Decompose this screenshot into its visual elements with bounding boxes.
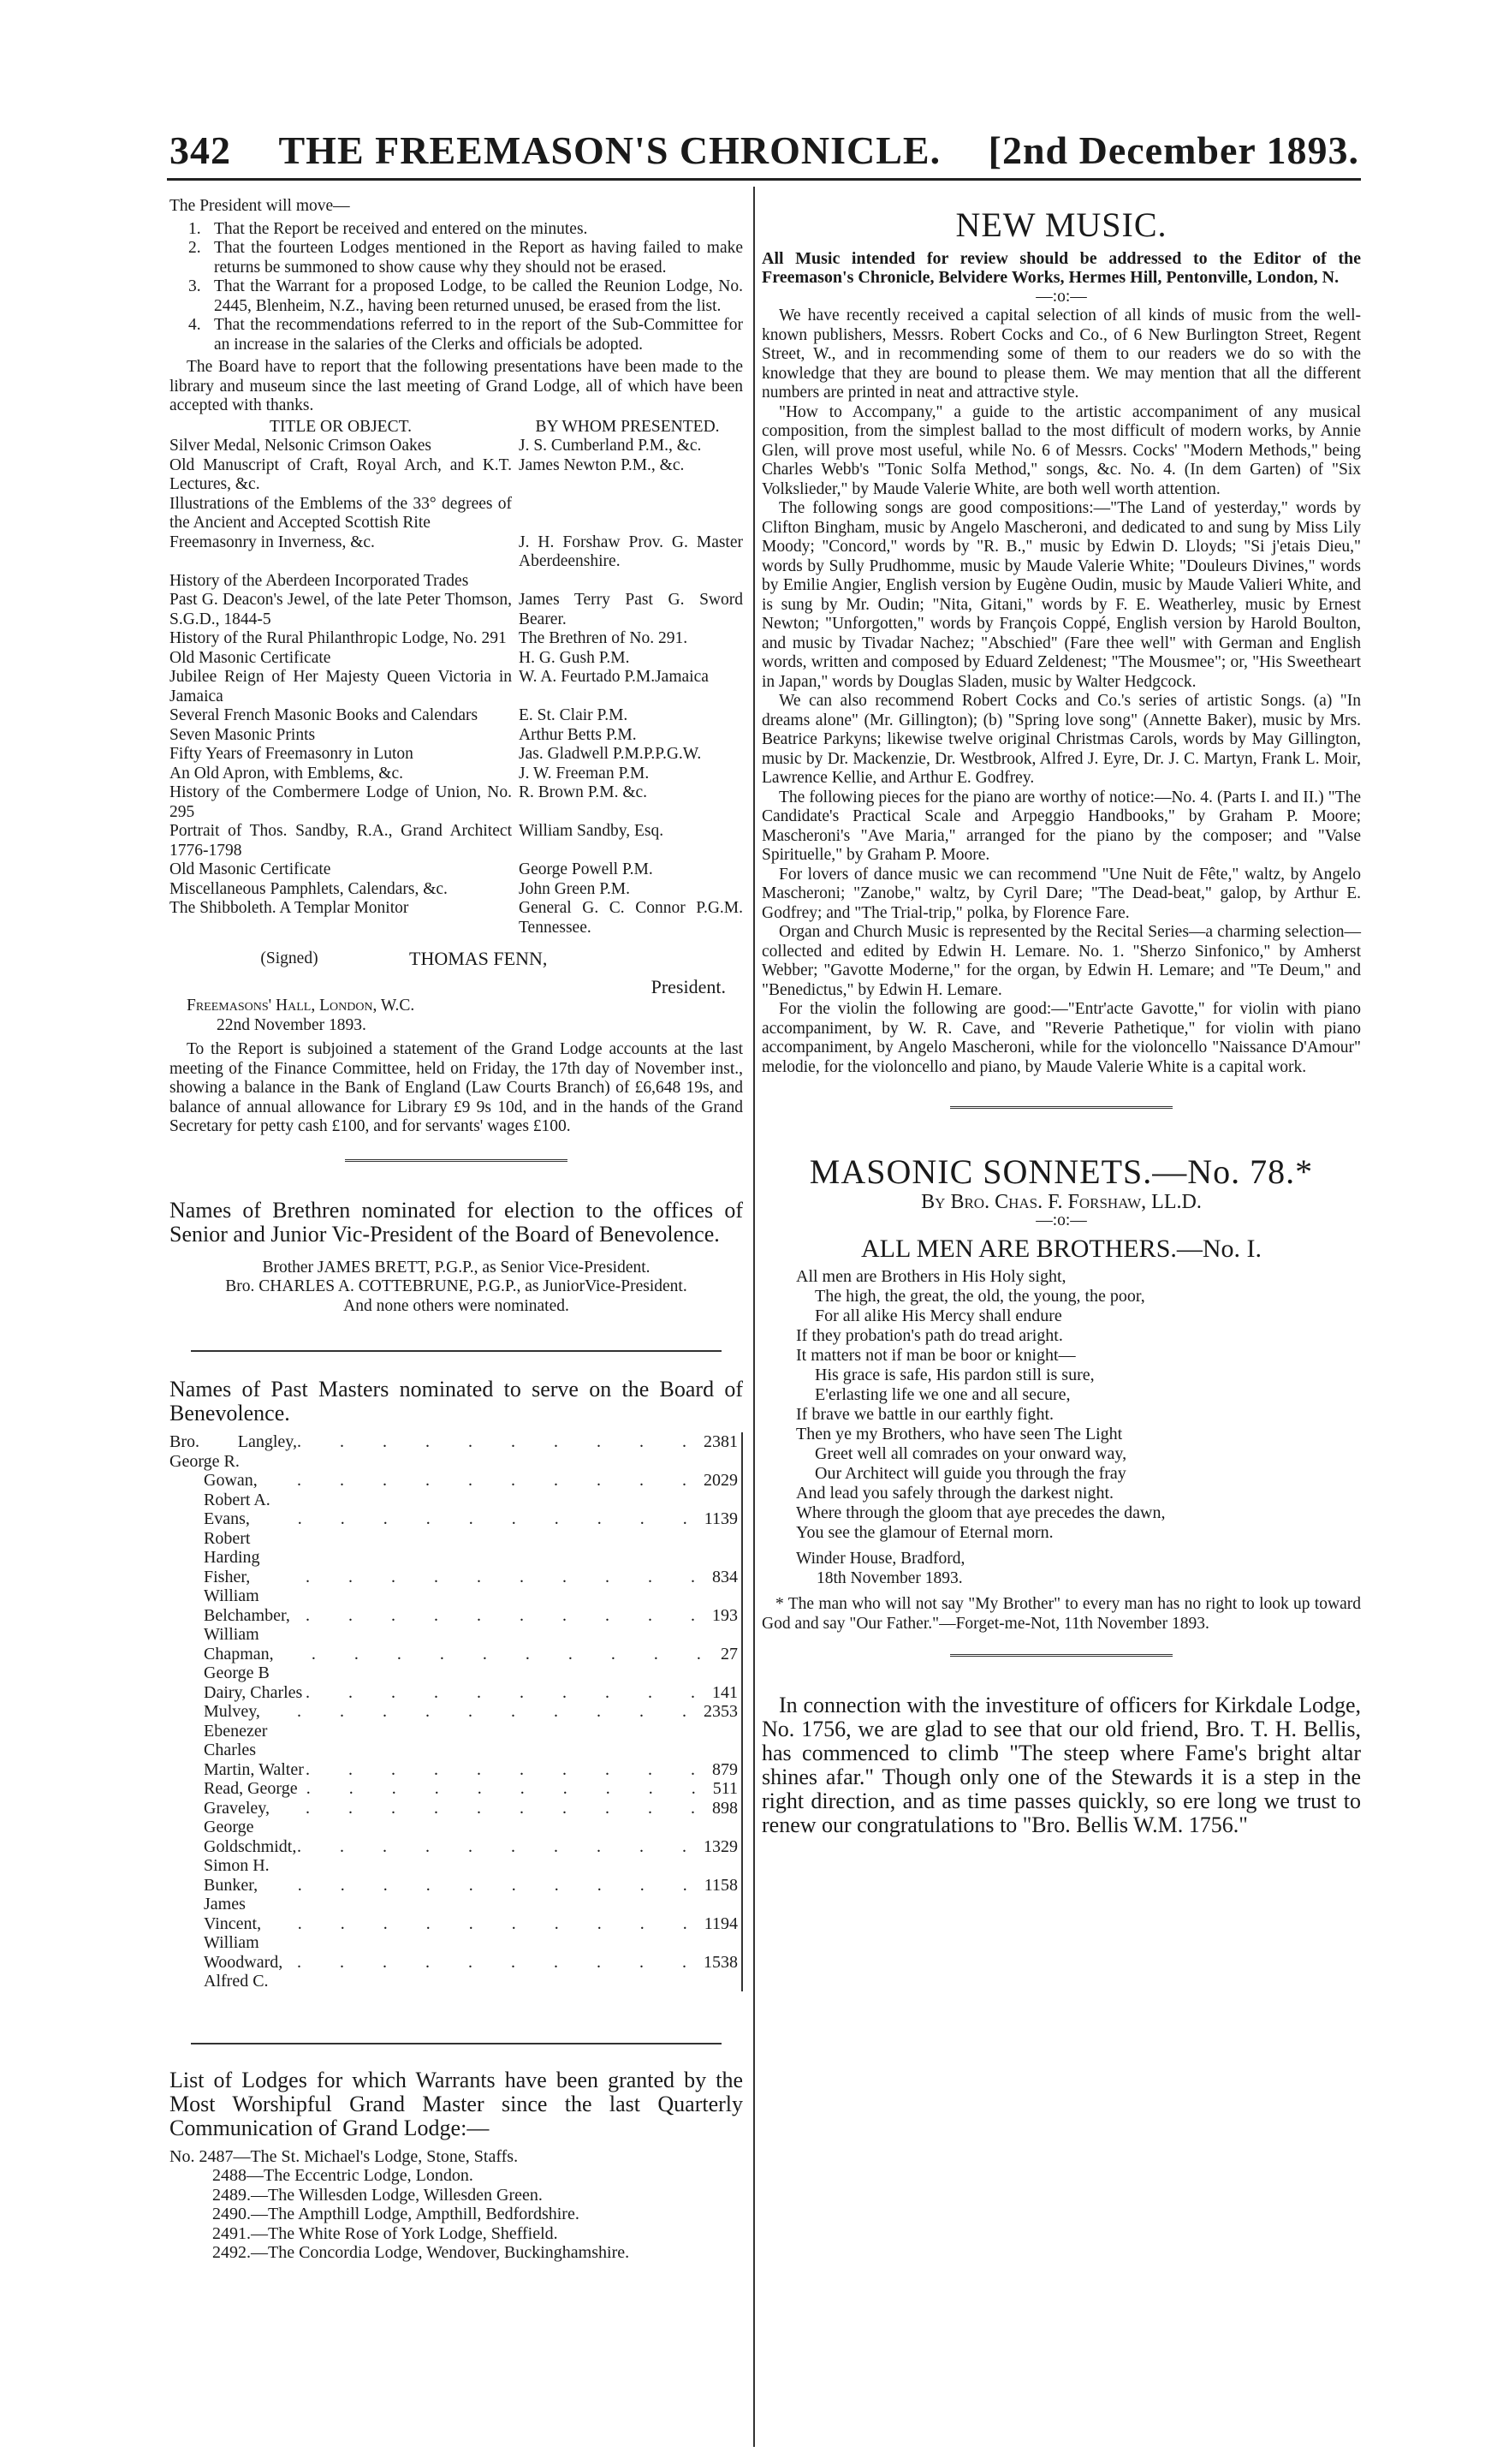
lodge-number: 511	[713, 1779, 743, 1799]
leader-dots: . . . . . . . . . .	[306, 1567, 712, 1586]
music-notice: All Music intended for review should be addressed to the Editor of the Freemason's Chronicle, Belvidere Works, Hermes Hill, Pentonville, London, N.	[762, 248, 1361, 287]
statement: To the Report is subjoined a statement of the Grand Lodge accounts at the last meeting of the Finance Committee, held on Friday, the 17th day of November inst., showing a balance in the Bank of England (Law Courts Branch) of £6,648 19s, and balance of annual allowance for Library £9 9s 10d, and in the hands of the Grand Secretary for petty cash £100, and for servants' wages £100.	[169, 1040, 743, 1135]
lodge-number: 2353	[704, 1702, 743, 1760]
music-paragraph: The following pieces for the piano are worthy of notice:—No. 4. (Parts I. and II.) "The Candidate's Practical Scale and Arpeggio Handbooks," by Graham P. Moore; Mascheroni's "Ave Maria," arranged for the piano by the composer; and "Valse Spirituelle," by Graham P. Moore.	[762, 788, 1361, 864]
music-paragraph: We can also recommend Robert Cocks and Co.'s series of artistic Songs. (a) "In dreams alone" (Mr. Gillington); (b) "Spring love song" (Annette Baker), music by Mrs. Beatrice Parkyns; likewise twelve original Christmas Carols, words by May Gillington, music by Dr. Mackenzie, Dr. Westbrook, Alfred J. Eyre, Dr. J. C. Martyn, Frank L. Moir, Lawrence Kellie, and Arthur E. Godfrey.	[762, 692, 1361, 787]
leader-dots: . . . . . . . . . .	[306, 1605, 712, 1625]
presentation-object: Old Masonic Certificate	[169, 860, 331, 878]
presentation-donor: R. Brown P.M. &c.	[519, 783, 648, 801]
presentation-object: Fifty Years of Freemasonry in Luton	[169, 745, 413, 763]
leader-dots: . . . . . . . . . .	[297, 1952, 704, 1972]
presentation-row	[169, 629, 743, 649]
place: Freemasons' Hall, London, W.C.	[187, 997, 415, 1015]
lodge-number: 834	[712, 1568, 743, 1606]
past-master-row	[169, 1471, 743, 1509]
lodge-number: 1158	[704, 1876, 743, 1914]
music-paragraph: The following songs are good compositions:—"The Land of yesterday," words by Clifton Bingham, music by Angelo Mascheroni, and dedicated to and sung by Miss Lily Moody; "Concord," words by "R. B.," music by Edwin D. Lloyds; "Si j'etais Dieu," words by Sully Prudhomme, music by Maude Valerie White; "Douleurs Divines," words by Emilie Angier, English version by Eugène Oudin, music by Maude Valieri White, and is sung by Mr. Oudin; "Nita, Gitani," words by F. E. Weatherley, music by Ernest Newton; "Unforgotten," words by François Coppé, English version by Harold Boulton, and music by Tivadar Nachez; "Abschied" (Fare thee well" with German and English words, written and composed by Eduard Zeldenest; "The Mousmee"; or, "His Sweetheart in Japan," words by Douglas Sladen, music by Walter Hedgcock.	[762, 499, 1361, 691]
presentation-donor: General G. C. Connor P.G.M. Tennessee.	[519, 899, 743, 937]
lodge-item: 2488—The Eccentric Lodge, London.	[212, 2166, 473, 2185]
lodge-number: 879	[712, 1760, 743, 1780]
past-master-row	[169, 1760, 743, 1780]
page-number: 342	[169, 128, 231, 172]
sonnet-line: And lead you safely through the darkest night.	[796, 1484, 1114, 1503]
motion-item	[188, 239, 743, 277]
sonnet-line: Our Architect will guide you through the fray	[815, 1464, 1126, 1483]
presentation-donor	[519, 572, 743, 592]
kirkdale-note: In connection with the investiture of officers for Kirkdale Lodge, No. 1756, we are glad to see that our old friend, Bro. T. H. Bellis, has commenced to climb "The steep where Fame's bright altar shines afar." Though only one of the Stewards it is a step in the right direction, and as time passes quickly, so ere long we trust to renew our congratulations to "Bro. Bellis W.M. 1756."	[762, 1693, 1361, 1837]
lodge-number: 1329	[704, 1837, 743, 1876]
sonnet-date: 18th November 1893.	[817, 1568, 963, 1587]
presentation-donor: J. H. Forshaw Prov. G. Master Aberdeenshire.	[519, 533, 743, 570]
presentation-donor: Arthur Betts P.M.	[519, 725, 637, 744]
sonnet-footnote: * The man who will not say "My Brother" to every man has no right to look up toward God and say "Our Father."—Forget-me-Not, 11th November 1893.	[762, 1595, 1361, 1633]
lodge-number: 1139	[704, 1509, 743, 1568]
sonnet-line: Where through the gloom that aye precedes the dawn,	[796, 1503, 1166, 1522]
presentation-donor: William Sandby, Esq.	[519, 822, 664, 840]
music-paragraph: For lovers of dance music we can recommend "Une Nuit de Fête," waltz, by Angelo Mascheroni; "Zanobe," waltz, by Cyril Dare; "The Dead-beat," galop, by Arthur E. Godfrey; and "The Trial-trip," polka, by Florence Fare.	[762, 865, 1361, 922]
motion-item	[188, 316, 743, 354]
sonnet-line: All men are Brothers in His Holy sight,	[796, 1267, 1066, 1286]
lodge-item: 2492.—The Concordia Lodge, Wendover, Buckinghamshire.	[212, 2243, 630, 2262]
presentations-intro: The Board have to report that the following presentations have been made to the library and museum since the last meeting of Grand Lodge, all of which have been accepted with thanks.	[169, 358, 743, 414]
motion-text: That the recommendations referred to in the report of the Sub-Committee for an increase in the salaries of the Clerks and officials be adopted.	[214, 316, 743, 354]
presentation-object: Jubilee Reign of Her Majesty Queen Victoria in Jamaica	[169, 668, 512, 705]
presentation-donor: James Terry Past G. Sword Bearer.	[519, 591, 743, 628]
past-master-name: Vincent, William	[204, 1913, 262, 1952]
lodge-number: 2381	[704, 1432, 743, 1471]
past-master-name: Gowan, Robert A.	[204, 1471, 270, 1509]
issue-date: [2nd December 1893.	[988, 128, 1359, 172]
past-master-name: Read, George	[204, 1779, 298, 1798]
presentation-object: Past G. Deacon's Jewel, of the late Peter Thomson, S.G.D., 1844-5	[169, 591, 512, 628]
lodge-number: 898	[712, 1799, 743, 1837]
signature-block	[169, 949, 743, 969]
section-rule	[950, 1654, 1173, 1659]
music-paragraph: "How to Accompany," a guide to the artistic accompaniment of any musical composition, from the simplest ballad to the most difficult of modern works, by Annie Glen, will prove most useful, while No. 6 of Messrs. Cocks' "Modern Methods," being Charles Webb's "Tonic Solfa Method," songs, &c. No. 4. (In dem Garten) of "Six Volkslieder," by Maude Valerie White, are both well worth attention.	[762, 402, 1361, 498]
music-review	[762, 307, 1361, 1077]
past-master-row	[169, 1779, 743, 1799]
signed-label: (Signed)	[260, 949, 318, 967]
sonnet-line: If they probation's path do tread aright.	[796, 1326, 1063, 1345]
past-master-name: Martin, Walter	[204, 1759, 304, 1779]
music-paragraph: Organ and Church Music is represented by the Recital Series—a charming selection—collected and edited by Edwin H. Lemare. No. 1. "Sherzo Sinfonico," by Amherst Webber; "Gavotte Moderne," for the organ, by Edwin H. Lemare; and "Te Deum," and "Benedictus," by Edwin H. Lemare.	[762, 923, 1361, 999]
past-master-name: Goldschmidt, Simon H.	[204, 1836, 297, 1875]
motion-text: That the fourteen Lodges mentioned in the Report as having failed to make returns be summoned to show cause why they should not be erased.	[214, 239, 743, 277]
past-master-row	[169, 1914, 743, 1953]
lodge-item: No. 2487—The St. Michael's Lodge, Stone, Staffs.	[169, 2146, 519, 2166]
presentation-object: An Old Apron, with Emblems, &c.	[169, 764, 403, 783]
motion-number: 1.	[188, 219, 201, 238]
presentation-row	[169, 706, 743, 726]
presentation-object: History of the Rural Philanthropic Lodge, No. 291	[169, 629, 507, 647]
past-masters-title: Names of Past Masters nominated to serve on the Board of Benevolence.	[169, 1377, 743, 1425]
lodge-number: 2029	[704, 1471, 743, 1509]
presentation-object: Seven Masonic Prints	[169, 725, 316, 744]
motion-intro: The President will move—	[169, 197, 350, 215]
separator: —:o:—	[1036, 1211, 1087, 1229]
sonnet-line: It matters not if man be boor or knight—	[796, 1346, 1076, 1365]
presentation-row	[169, 668, 743, 706]
presentation-donor: H. G. Gush P.M.	[519, 648, 630, 667]
presentation-object: The Shibboleth. A Templar Monitor	[169, 899, 409, 917]
brethren-senior: Brother JAMES BRETT, P.G.P., as Senior Vice-President.	[262, 1258, 651, 1277]
lodge-number: 193	[712, 1606, 743, 1645]
presentation-row	[169, 765, 743, 784]
sonnets-title: MASONIC SONNETS.—No. 78.*	[809, 1152, 1314, 1191]
motion-number: 2.	[188, 239, 201, 257]
col-title-object: TITLE OR OBJECT.	[270, 417, 412, 436]
music-paragraph: We have recently received a capital selection of all kinds of music from the well-known publishers, Messrs. Robert Cocks and Co., of 6 New Burlington Street, Regent Street, W., and in recommending some of them to our readers we do so with the knowledge that they are bound to please them. We may mention that all the different numbers are printed in neat and attractive style.	[762, 307, 1361, 402]
past-master-name: Dairy, Charles	[204, 1682, 303, 1702]
sonnet-line: E'erlasting life we one and all secure,	[815, 1385, 1071, 1404]
past-masters-list	[169, 1432, 743, 1991]
presentation-donor: J. W. Freeman P.M.	[519, 764, 650, 783]
column-divider	[753, 187, 755, 2447]
past-master-row	[169, 1606, 743, 1645]
sonnets-byline: By Bro. Chas. F. Forshaw, LL.D.	[921, 1190, 1202, 1213]
presentation-row	[169, 860, 743, 880]
presentation-row	[169, 456, 743, 495]
section-rule	[345, 1159, 567, 1164]
presentation-donor: E. St. Clair P.M.	[519, 706, 628, 724]
past-master-name: Evans, Robert Harding	[204, 1509, 260, 1567]
new-music-title: NEW MUSIC.	[955, 205, 1167, 244]
past-master-name: Graveley, George	[204, 1798, 270, 1836]
motion-item	[188, 220, 743, 240]
signer-title: President.	[651, 975, 726, 997]
presentation-row	[169, 591, 743, 629]
leader-dots: . . . . . . . . . .	[306, 1759, 712, 1779]
presentation-donor: John Green P.M.	[519, 879, 630, 898]
presentation-row	[169, 533, 743, 572]
lodge-number: 1194	[704, 1914, 743, 1953]
leader-dots: . . . . . . . . . .	[311, 1644, 718, 1663]
presentation-donor: W. A. Feurtado P.M.Jamaica	[519, 668, 709, 686]
past-master-name: Belchamber, William	[204, 1605, 290, 1644]
presentation-donor: George Powell P.M.	[519, 860, 653, 878]
past-master-row	[169, 1799, 743, 1837]
masthead-title: THE FREEMASON'S CHRONICLE.	[278, 128, 942, 172]
brothers-title: ALL MEN ARE BROTHERS.—No. I.	[860, 1234, 1262, 1263]
leader-dots: . . . . . . . . . .	[297, 1702, 704, 1721]
presentation-row	[169, 572, 743, 592]
past-master-row	[169, 1509, 743, 1568]
past-master-row	[169, 1876, 743, 1914]
past-master-name: Mulvey, Ebenezer Charles	[204, 1702, 268, 1759]
presentation-row	[169, 726, 743, 746]
past-master-row	[169, 1953, 743, 1991]
lodge-number: 1538	[704, 1953, 743, 1991]
presentation-row	[169, 437, 743, 456]
sonnet-line: You see the glamour of Eternal morn.	[796, 1523, 1054, 1542]
presentation-donor	[519, 495, 743, 533]
presentation-object: History of the Combermere Lodge of Union, No. 295	[169, 783, 512, 821]
sonnet-line: Greet well all comrades on your onward way,	[815, 1444, 1127, 1463]
leader-dots: . . . . . . . . . .	[306, 1798, 712, 1818]
leader-dots: . . . . . . . . . .	[297, 1509, 704, 1528]
lodge-number: 141	[712, 1683, 743, 1703]
past-master-row	[169, 1683, 743, 1703]
sonnet-line: Then ye my Brothers, who have seen The Light	[796, 1425, 1123, 1443]
presentation-row	[169, 495, 743, 533]
presentation-object: Old Masonic Certificate	[169, 648, 331, 667]
lodge-item: 2491.—The White Rose of York Lodge, Sheffield.	[212, 2223, 558, 2243]
presentation-object: Several French Masonic Books and Calendars	[169, 706, 478, 724]
separator: —:o:—	[1036, 287, 1087, 306]
place-date: 22nd November 1893.	[217, 1015, 366, 1034]
brethren-junior: Bro. CHARLES A. COTTEBRUNE, P.G.P., as JuniorVice-President.	[225, 1277, 687, 1295]
signer-name: THOMAS FENN,	[409, 948, 548, 969]
presentation-object: Old Manuscript of Craft, Royal Arch, and K.T. Lectures, &c.	[169, 455, 512, 493]
motion-item	[188, 277, 743, 316]
page-header	[169, 128, 1359, 173]
motion-number: 3.	[188, 277, 201, 295]
leader-dots: . . . . . . . . . .	[297, 1471, 704, 1490]
right-column	[762, 197, 1361, 1837]
presentations-table	[169, 437, 743, 937]
sonnet-line: The high, the great, the old, the young, the poor,	[815, 1287, 1145, 1306]
past-master-row	[169, 1645, 743, 1683]
presentation-donor: J. S. Cumberland P.M., &c.	[519, 437, 702, 455]
brethren-none: And none others were nominated.	[343, 1296, 569, 1315]
past-master-name: Fisher, William	[204, 1567, 259, 1605]
sonnet-line: His grace is safe, His pardon still is sure,	[815, 1366, 1095, 1384]
presentation-object: Silver Medal, Nelsonic Crimson Oakes	[169, 437, 431, 455]
leader-dots: . . . . . . . . . .	[306, 1779, 713, 1798]
past-master-row	[169, 1432, 743, 1471]
presentation-row	[169, 745, 743, 765]
presentation-row	[169, 649, 743, 669]
sonnet-poem	[796, 1267, 1361, 1543]
section-rule	[191, 1350, 722, 1352]
leader-dots: . . . . . . . . . .	[297, 1913, 704, 1933]
col-title-by: BY WHOM PRESENTED.	[535, 417, 720, 436]
lodge-item: 2489.—The Willesden Lodge, Willesden Green.	[212, 2185, 543, 2205]
presentation-object: Miscellaneous Pamphlets, Calendars, &c.	[169, 879, 448, 898]
presentation-object: Portrait of Thos. Sandby, R.A., Grand Architect 1776-1798	[169, 822, 512, 860]
past-master-row	[169, 1702, 743, 1760]
presentation-object: Freemasonry in Inverness, &c.	[169, 533, 375, 551]
leader-dots: . . . . . . . . . .	[297, 1836, 704, 1856]
brethren-title: Names of Brethren nominated for election to the offices of Senior and Junior Vic-President of the Board of Benevolence.	[169, 1197, 743, 1247]
presentation-row	[169, 880, 743, 900]
past-master-name: Bunker, James	[204, 1875, 258, 1913]
presentation-donor: The Brethren of No. 291.	[519, 629, 688, 647]
sonnet-line: If brave we battle in our earthly fight.	[796, 1405, 1054, 1424]
motion-number: 4.	[188, 316, 201, 334]
past-master-row	[169, 1837, 743, 1876]
leader-dots: . . . . . . . . . .	[297, 1875, 704, 1895]
lodge-number: 27	[718, 1645, 743, 1683]
lodges-title: List of Lodges for which Warrants have been granted by the Most Worshipful Grand Master since the last Quarterly Communication of Grand Lodge:—	[169, 2067, 743, 2140]
music-paragraph: For the violin the following are good:—"Entr'acte Gavotte," for violin with piano accompaniment, by W. R. Cave, and "Reverie Pathetique," for violin with piano accompaniment, by Angelo Mascheroni, while for the violoncello "Naissance D'Amour" melodie, for the violoncello and piano, by Maude Valerie White is a capital work.	[762, 1000, 1361, 1076]
motion-text: That the Report be received and entered on the minutes.	[214, 219, 588, 238]
header-rule	[167, 178, 1361, 181]
sonnet-line: For all alike His Mercy shall endure	[815, 1306, 1062, 1325]
presentation-row	[169, 822, 743, 860]
past-master-name: Bro. Langley, George R.	[169, 1432, 297, 1471]
presentation-object: History of the Aberdeen Incorporated Trades	[169, 571, 469, 590]
motion-text: That the Warrant for a proposed Lodge, to be called the Reunion Lodge, No. 2445, Blenheim, N.Z., having been returned unused, be erased from the list.	[214, 277, 743, 315]
presentation-row	[169, 899, 743, 937]
presentation-object: Illustrations of the Emblems of the 33° degrees of the Ancient and Accepted Scottish Rite	[169, 494, 512, 532]
lodge-item: 2490.—The Ampthill Lodge, Ampthill, Bedfordshire.	[212, 2205, 579, 2223]
leader-dots: . . . . . . . . . .	[297, 1432, 704, 1451]
sonnet-place: Winder House, Bradford,	[796, 1550, 965, 1568]
presentation-donor: Jas. Gladwell P.M.P.P.G.W.	[519, 745, 702, 763]
section-rule	[191, 2043, 722, 2044]
motions-list	[188, 220, 743, 355]
presentation-donor: James Newton P.M., &c.	[519, 455, 685, 474]
past-master-name: Chapman, George B	[204, 1644, 274, 1682]
leader-dots: . . . . . . . . . .	[306, 1682, 712, 1702]
presentations-header	[169, 418, 743, 437]
lodges-list	[169, 2147, 743, 2263]
past-master-name: Woodward, Alfred C.	[204, 1952, 283, 1991]
presentation-row	[169, 783, 743, 822]
left-column	[169, 197, 743, 2263]
section-rule	[950, 1106, 1173, 1111]
past-master-row	[169, 1568, 743, 1606]
